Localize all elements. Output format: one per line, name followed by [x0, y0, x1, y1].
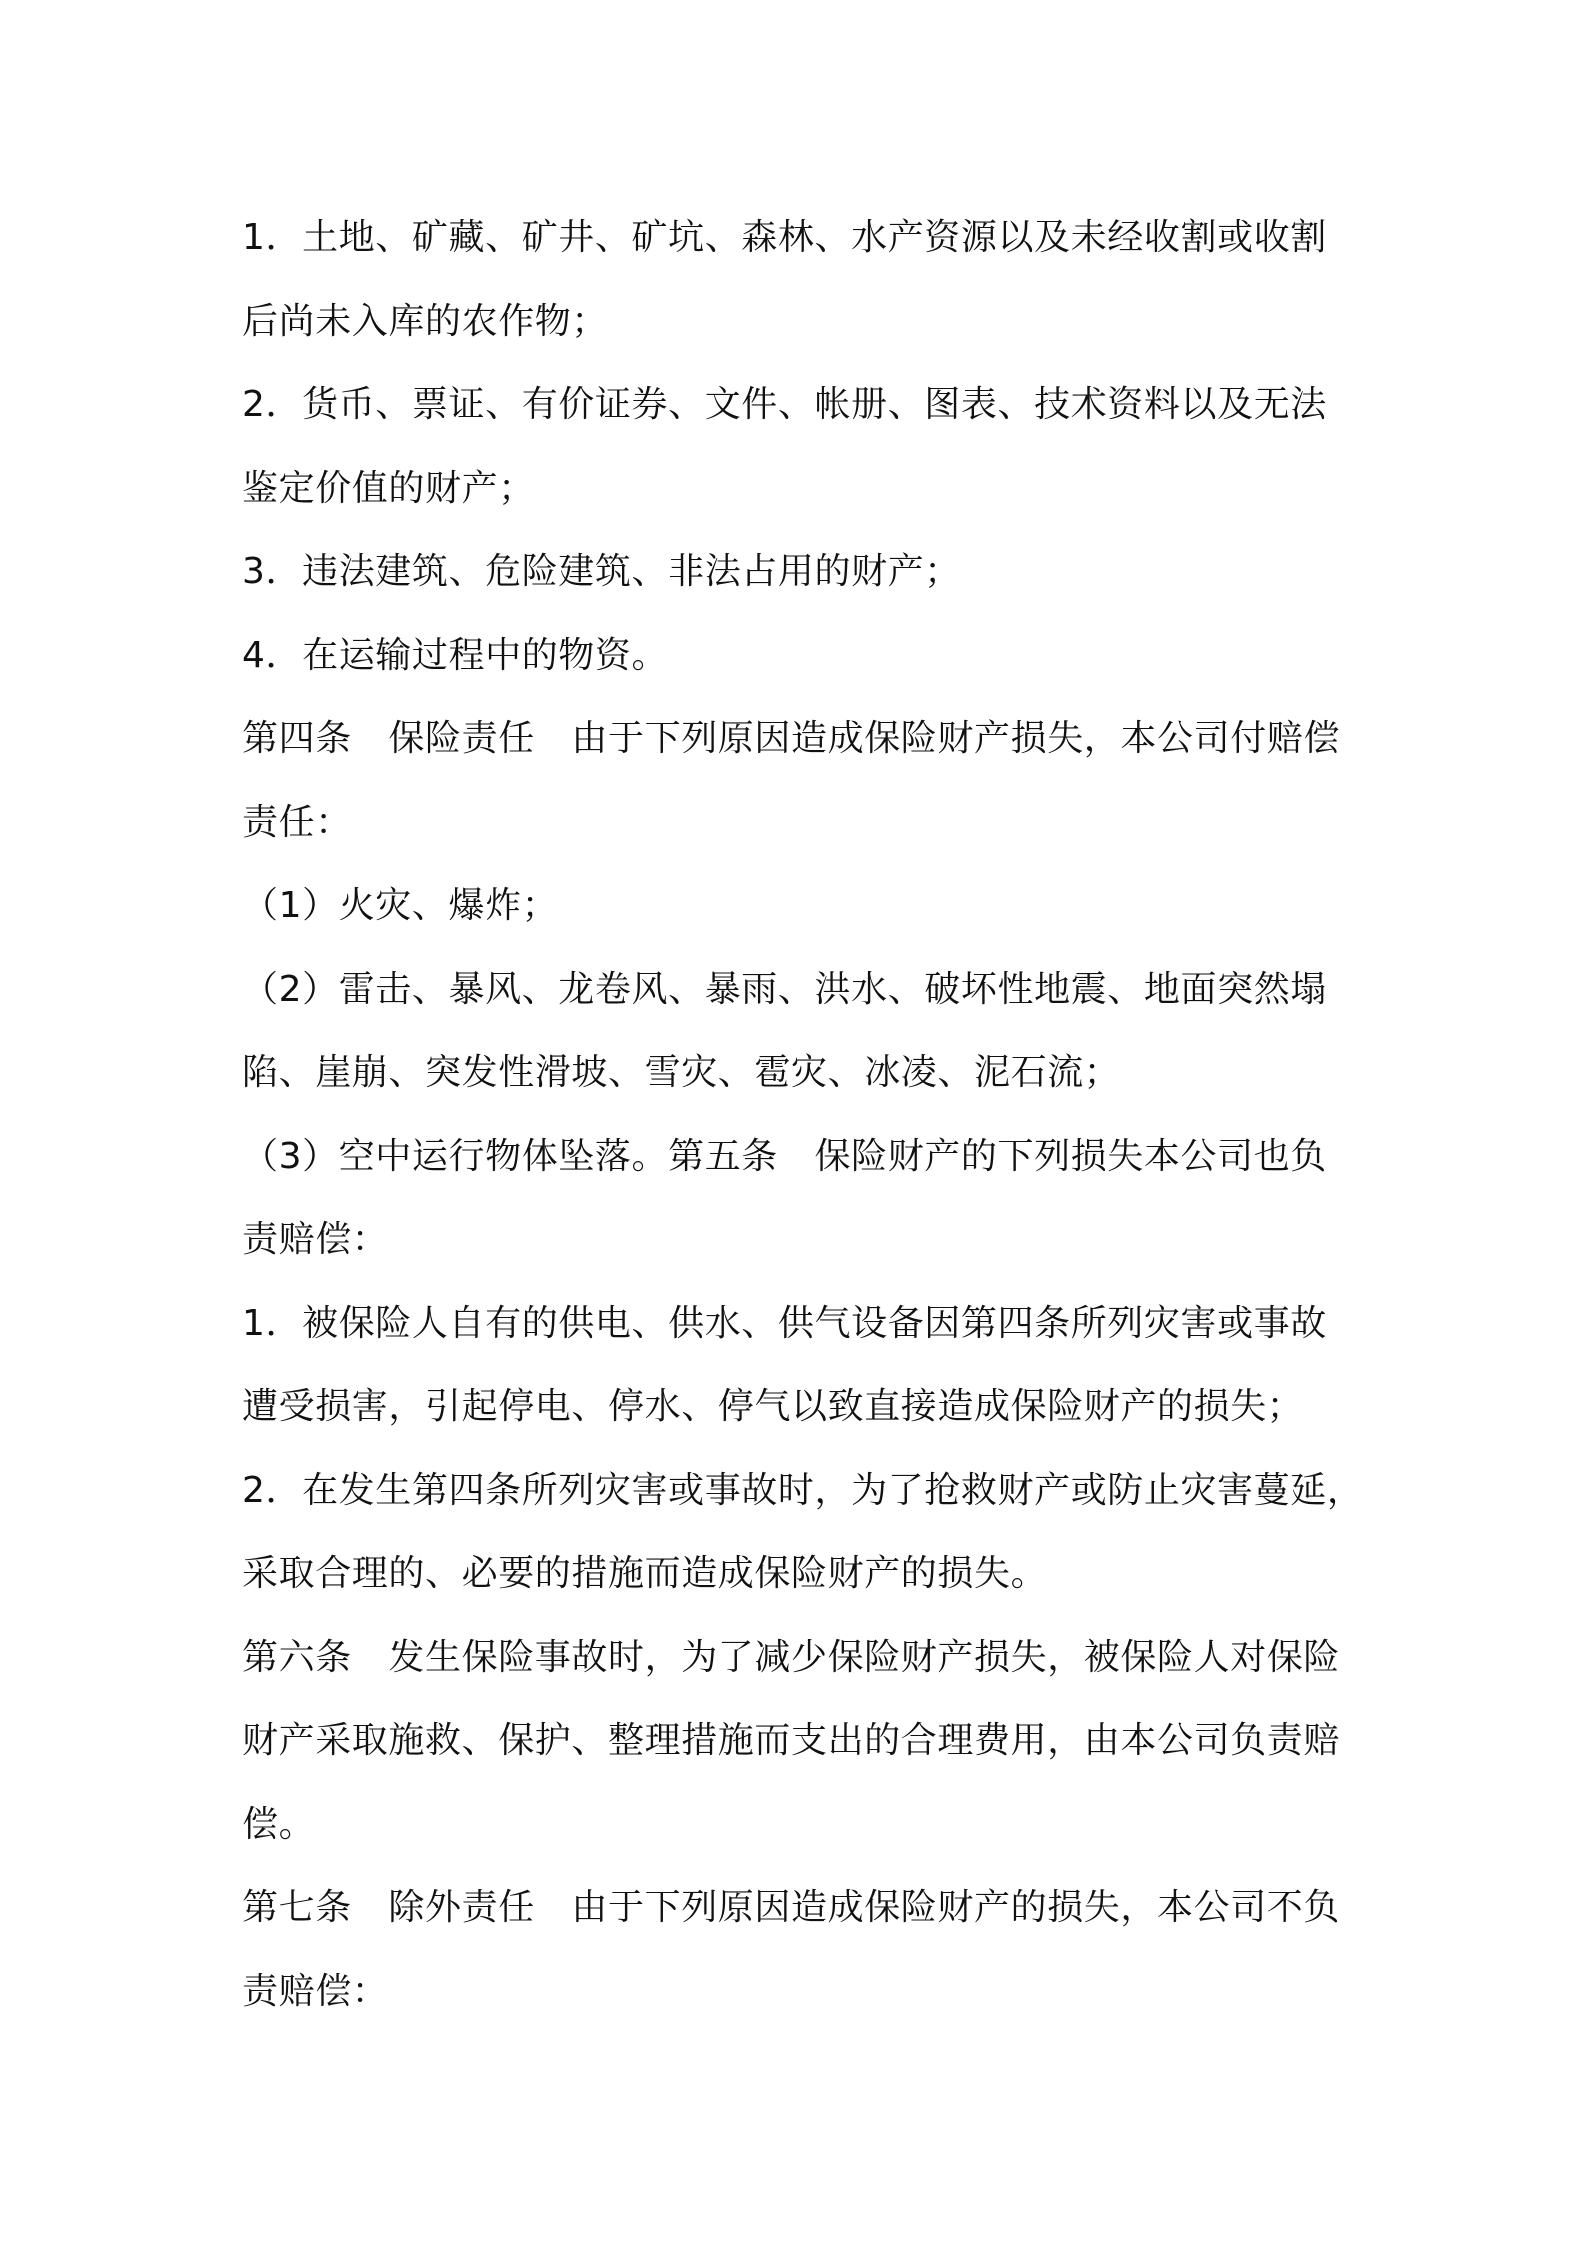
article-7-heading: 第七条 除外责任 由于下列原因造成保险财产的损失，本公司不负: [242, 1887, 1341, 1928]
text-line: 财产采取施救、保护、整理措施而支出的合理费用，由本公司负责赔: [242, 1720, 1341, 1761]
text-line: 偿。: [242, 1803, 316, 1845]
text-line: 2．货币、票证、有价证券、文件、帐册、图表、技术资料以及无法: [242, 384, 1327, 425]
text-line: （3）空中运行物体坠落。第五条 保险财产的下列损失本公司也负: [242, 1135, 1327, 1177]
text-line: 责赔偿：: [242, 1970, 389, 2012]
document-body: [242, 196, 1372, 2033]
text-line: 采取合理的、必要的措施而造成保险财产的损失。: [242, 1553, 1048, 1594]
text-line: 遭受损害，引起停电、停水、停气以致直接造成保险财产的损失；: [242, 1386, 1304, 1427]
text-line: 责任：: [242, 801, 352, 843]
text-line: （2）雷击、暴风、龙卷风、暴雨、洪水、破坏性地震、地面突然塌: [242, 968, 1327, 1010]
text-line: 1．土地、矿藏、矿井、矿坑、森林、水产资源以及未经收割或收割: [242, 217, 1327, 258]
text-line: 鉴定价值的财产；: [242, 467, 535, 509]
text-line: 责赔偿：: [242, 1219, 389, 1260]
text-line: （1）火灾、爆炸；: [242, 885, 559, 926]
article-6-heading: 第六条 发生保险事故时，为了减少保险财产损失，被保险人对保险: [242, 1636, 1341, 1678]
text-line: 后尚未入库的农作物；: [242, 300, 609, 342]
text-line: 3．违法建筑、危险建筑、非法占用的财产；: [242, 551, 961, 592]
text-line: 陷、崖崩、突发性滑坡、雪灾、雹灾、冰凌、泥石流；: [242, 1052, 1121, 1093]
text-line: 1．被保险人自有的供电、供水、供气设备因第四条所列灾害或事故: [242, 1302, 1327, 1344]
article-4-heading: 第四条 保险责任 由于下列原因造成保险财产损失，本公司付赔偿: [242, 718, 1341, 759]
text-line: 2．在发生第四条所列灾害或事故时，为了抢救财产或防止灾害蔓延，: [242, 1469, 1364, 1511]
text-line: 4．在运输过程中的物资。: [242, 634, 669, 676]
